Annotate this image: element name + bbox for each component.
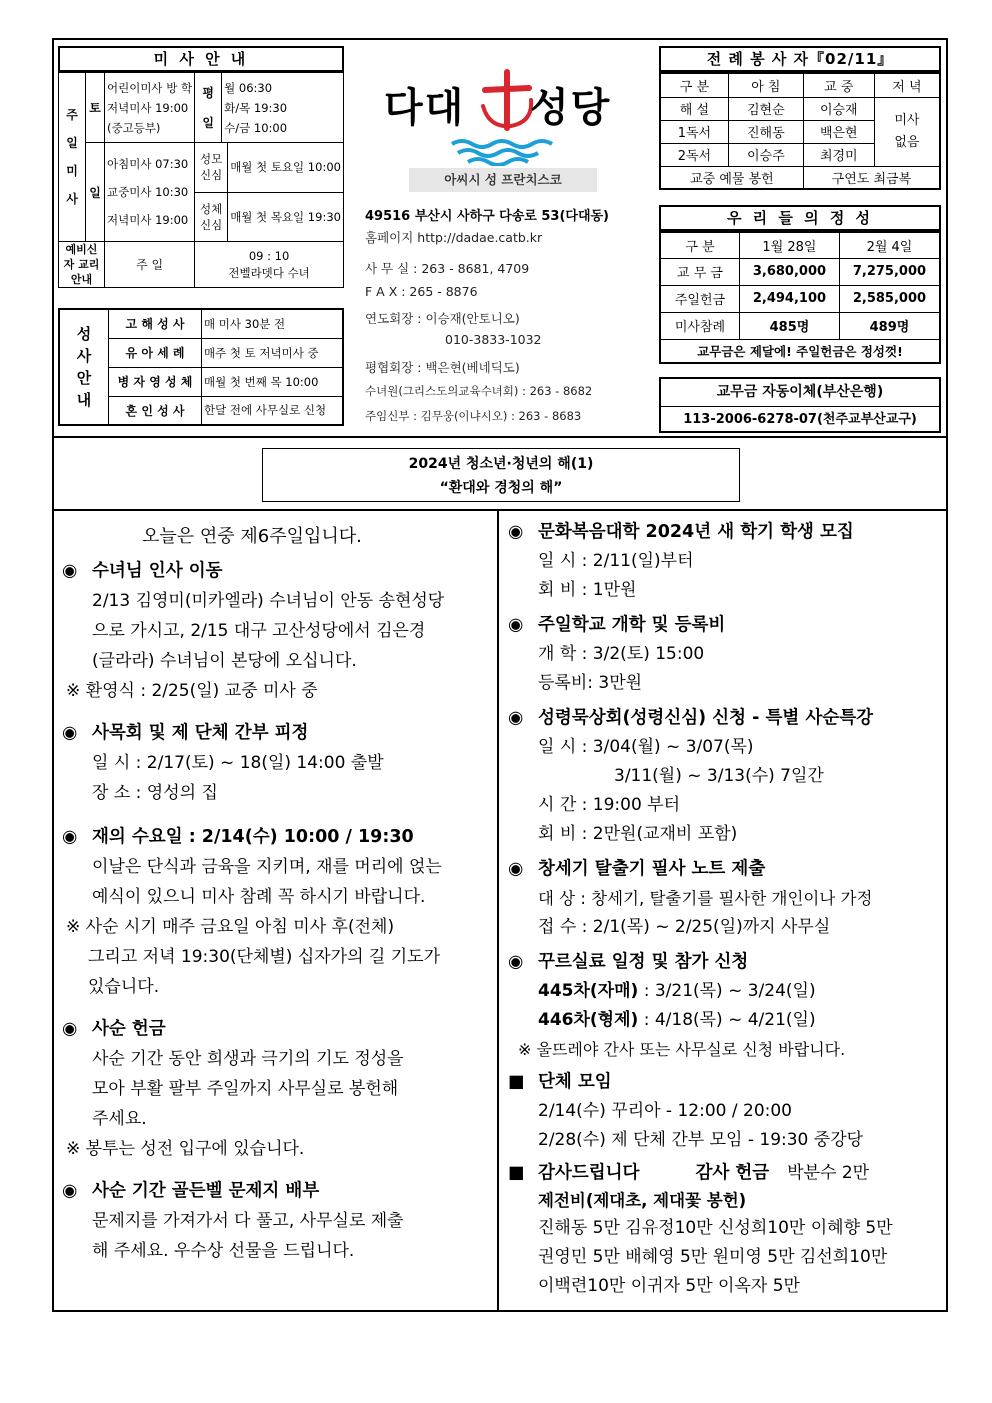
finance-value: 2,494,100	[740, 285, 840, 312]
section-line: 3/11(월) ~ 3/13(수) 7일간	[614, 766, 824, 786]
weekday-label: 평 일	[195, 73, 222, 143]
bullet-icon: ◉	[508, 615, 524, 635]
section-line: 있습니다.	[88, 977, 160, 997]
servers-table	[659, 72, 941, 190]
section-line: 해 주세요. 우수상 선물을 드립니다.	[92, 1241, 355, 1261]
offering-value: 구연도 최금복	[803, 166, 940, 189]
waves-icon	[450, 138, 560, 166]
pastor: 주임신부 : 김무웅(이냐시오) : 263 - 8683	[365, 409, 582, 423]
parish-logo	[380, 64, 630, 174]
catechumen-time: 09 : 10 전벨라뎃다 수녀	[195, 242, 344, 288]
section-line: 일 시 : 2/17(토) ~ 18(일) 14:00 출발	[92, 753, 384, 773]
section-line: 회 비 : 2만원(교재비 포함)	[538, 824, 738, 844]
server-main: 이승재	[803, 97, 874, 120]
sacrament-label: 성 사 안 내	[59, 309, 109, 425]
section-subtitle: 제전비(제대초, 제대꽃 봉헌)	[538, 1191, 747, 1210]
finance-value: 2,585,000	[839, 285, 940, 312]
section-line: 대 상 : 창세기, 탈출기를 필사한 개인이나 가정	[538, 889, 873, 908]
finance-label: 주일헌금	[660, 285, 740, 312]
sacrament-value: 매 미사 30분 전	[202, 309, 344, 338]
sacrament-value: 한달 전에 사무실로 신청	[202, 396, 344, 425]
server-main: 백은현	[803, 120, 874, 143]
section-line: 접 수 : 2/1(목) ~ 2/25(일)까지 사무실	[538, 917, 831, 937]
section-title: ◉ 재의 수요일 : 2/14(수) 10:00 / 19:30	[62, 822, 444, 852]
fax: F A X : 265 - 8876	[365, 284, 478, 299]
header-divider	[52, 436, 948, 438]
finance-label: 교 무 금	[660, 258, 740, 285]
homepage: 홈페이지 http://dadae.catb.kr	[365, 230, 543, 245]
section-title: ◉ 사순 기간 골든벨 문제지 배부	[62, 1176, 444, 1206]
left-column	[62, 522, 444, 1266]
bullet-icon: ◉	[508, 952, 524, 972]
banner-line-1: 2024년 청소년·청년의 해(1)	[408, 456, 594, 472]
section-line: 사순 기간 동안 희생과 극기의 기도 정성을	[92, 1049, 404, 1069]
servers-title: 전 례 봉 사 자『02/11』	[659, 46, 941, 72]
server-main: 최경미	[803, 143, 874, 166]
eucharist-devotion-label: 성체 신심	[195, 192, 228, 241]
server-morning: 이승주	[728, 143, 803, 166]
mass-info-table	[58, 72, 344, 288]
address: 49516 부산시 사하구 다송로 53(다대동)	[365, 209, 610, 224]
sacrament-value: 매주 첫 토 저녁미사 중	[202, 338, 344, 367]
convent: 수녀원(그리스도의교육수녀회) : 263 - 8682	[365, 384, 593, 398]
section-title: ◉ 성령묵상회(성령신심) 신청 - 특별 사순특강	[508, 704, 893, 733]
servers-header: 교 중	[803, 73, 874, 97]
section-line: 446차(형제) : 4/18(목) ~ 4/21(일)	[538, 1010, 816, 1030]
sunday-mass-label: 주 일 미 사	[59, 73, 86, 242]
saturday-label: 토	[86, 73, 105, 143]
section-title: ■ 감사드립니다 감사 헌금 박분수 2만	[508, 1159, 893, 1188]
evening-note: 미사 없음	[874, 97, 940, 166]
catechumen-day: 주 일	[105, 242, 195, 288]
section-line: 개 학 : 3/2(토) 15:00	[538, 644, 705, 664]
servers-header: 아 침	[728, 73, 803, 97]
section-line: (글라라) 수녀님이 본당에 오십니다.	[92, 651, 357, 671]
auto-transfer-box	[659, 377, 941, 433]
finance-value: 485명	[740, 312, 840, 339]
section-line: 2/28(수) 제 단체 간부 모임 - 19:30 중강당	[538, 1130, 864, 1150]
bullet-icon: ◉	[62, 1019, 78, 1039]
sacrament-name: 혼 인 성 사	[109, 396, 202, 425]
section-title: ◉ 문화복음대학 2024년 새 학기 학생 모집	[508, 518, 893, 547]
weekday-items: 월 06:30 화/목 19:30 수/금 10:00	[222, 73, 344, 143]
finance-header: 1월 28일	[740, 232, 840, 258]
server-role: 2독서	[660, 143, 728, 166]
sunday-label: 일	[86, 143, 105, 242]
section-line: 2/13 김영미(미카엘라) 수녀님이 안동 송현성당	[92, 591, 445, 611]
section-title: ◉ 주일학교 개학 및 등록비	[508, 611, 893, 640]
section-title: ◉ 수녀님 인사 이동	[62, 556, 444, 586]
servers-header: 구 분	[660, 73, 728, 97]
finance-table	[659, 231, 941, 364]
section-line: 시 간 : 19:00 부터	[538, 795, 681, 815]
section-title: ◉ 사순 헌금	[62, 1014, 444, 1044]
chairman: 연도회장 : 이승재(안토니오)	[365, 311, 520, 326]
eucharist-devotion-value: 매월 첫 목요일 19:30	[230, 209, 341, 224]
section-title: ■ 단체 모임	[508, 1068, 893, 1097]
office-phone: 사 무 실 : 263 - 8681, 4709	[365, 261, 530, 276]
section-note: ※ 사순 시기 매주 금요일 아침 미사 후(전체)	[66, 917, 395, 937]
bullet-icon: ◉	[62, 1181, 78, 1201]
bullet-icon: ◉	[508, 522, 524, 542]
sacrament-value: 매월 첫 번째 목 10:00	[202, 367, 344, 396]
section-line: 2/14(수) 꾸리아 - 12:00 / 20:00	[538, 1101, 792, 1121]
banner-divider	[52, 509, 948, 511]
section-line: 그리고 저녁 19:30(단체별) 십자가의 길 기도가	[88, 947, 441, 967]
section-line: 모아 부활 팔부 주일까지 사무실로 봉헌해	[92, 1079, 399, 1099]
sacrament-name: 유 아 세 례	[109, 338, 202, 367]
saturday-items: 어린이미사 방 학 저녁미사 19:00 (중고등부)	[105, 73, 195, 143]
finance-title: 우 리 들 의 정 성	[659, 205, 941, 231]
section-line: 일 시 : 3/04(월) ~ 3/07(목)	[538, 737, 754, 757]
section-line: 장 소 : 영성의 집	[92, 783, 218, 803]
column-divider	[497, 510, 499, 1312]
section-line: 이날은 단식과 금육을 지키며, 재를 머리에 얹는	[92, 857, 442, 877]
sacrament-name: 병 자 영 성 체	[109, 367, 202, 396]
sunday-items: 아침미사 07:30 교중미사 10:30 저녁미사 19:00	[105, 143, 195, 242]
server-morning: 김현순	[728, 97, 803, 120]
banner-line-2: “환대와 경청의 해”	[439, 480, 563, 496]
servers-header: 저 녁	[874, 73, 940, 97]
section-note: ※ 환영식 : 2/25(일) 교중 미사 중	[66, 681, 318, 701]
bullet-icon: ◉	[508, 708, 524, 728]
finance-value: 489명	[839, 312, 940, 339]
year-theme-banner	[262, 448, 740, 502]
section-note: ※ 울뜨레야 간사 또는 사무실로 신청 바랍니다.	[518, 1040, 846, 1059]
finance-label: 미사참례	[660, 312, 740, 339]
section-line: 주세요.	[92, 1109, 147, 1129]
section-title: ◉ 꾸르실료 일정 및 참가 신청	[508, 948, 893, 977]
parish-name-right: 성당	[530, 85, 612, 131]
section-line: 예식이 있으니 미사 참례 꼭 하시기 바랍니다.	[92, 887, 426, 907]
marian-devotion-value: 매월 첫 토요일 10:00	[228, 143, 343, 192]
bullet-icon: ◉	[62, 827, 78, 847]
offering-label: 교중 예물 봉헌	[660, 166, 803, 189]
finance-header: 구 분	[660, 232, 740, 258]
section-title: ◉ 사목회 및 제 단체 간부 피정	[62, 718, 444, 748]
server-role: 1독서	[660, 120, 728, 143]
council-president: 평협회장 : 백은현(베네딕도)	[365, 360, 520, 375]
finance-note: 교무금은 제달에! 주일헌금은 정성껏!	[660, 339, 940, 363]
sacrament-name: 고 해 성 사	[109, 309, 202, 338]
section-line: 으로 가시고, 2/15 대구 고산성당에서 김은경	[92, 621, 426, 641]
marian-devotion-label: 성모 신심	[195, 143, 228, 192]
finance-value: 7,275,000	[839, 258, 940, 285]
finance-header: 2월 4일	[839, 232, 940, 258]
section-line: 등록비: 3만원	[538, 673, 643, 693]
parish-name-left: 다대	[384, 85, 466, 131]
bullet-icon: ◉	[508, 859, 524, 879]
sacrament-table	[58, 308, 344, 426]
square-bullet-icon: ■	[508, 1072, 525, 1092]
section-note: ※ 봉투는 성전 입구에 있습니다.	[66, 1139, 305, 1159]
intro-text: 오늘은 연중 제6주일입니다.	[142, 526, 362, 547]
finance-value: 3,680,000	[740, 258, 840, 285]
right-column	[508, 518, 893, 1301]
server-role: 해 설	[660, 97, 728, 120]
patron-saint-label: 아씨시 성 프란치스코	[409, 168, 597, 192]
bullet-icon: ◉	[62, 561, 78, 581]
square-bullet-icon: ■	[508, 1163, 525, 1183]
chairman-phone: 010-3833-1032	[445, 332, 542, 347]
section-line: 회 비 : 1만원	[538, 580, 637, 600]
server-morning: 진해동	[728, 120, 803, 143]
donor-line: 진해동 5만 김유정10만 신성희10만 이혜향 5만	[538, 1218, 893, 1238]
section-title: ◉ 창세기 탈출기 필사 노트 제출	[508, 855, 893, 884]
catechumen-label: 예비신자 교리안내	[59, 242, 105, 288]
section-line: 일 시 : 2/11(일)부터	[538, 551, 694, 571]
mass-info-title: 미 사 안 내	[58, 46, 344, 72]
auto-transfer-title: 교무금 자동이체(부산은행)	[661, 379, 939, 407]
section-line: 문제지를 가져가서 다 풀고, 사무실로 제출	[92, 1211, 404, 1231]
donor-line: 권영민 5만 배혜영 5만 원미영 5만 김선희10만	[538, 1247, 888, 1267]
auto-transfer-account: 113-2006-6278-07(천주교부산교구)	[683, 412, 917, 427]
donor-line: 이백련10만 이귀자 5만 이옥자 5만	[538, 1276, 800, 1296]
bullet-icon: ◉	[62, 723, 78, 743]
section-line: 445차(자매) : 3/21(목) ~ 3/24(일)	[538, 981, 816, 1001]
